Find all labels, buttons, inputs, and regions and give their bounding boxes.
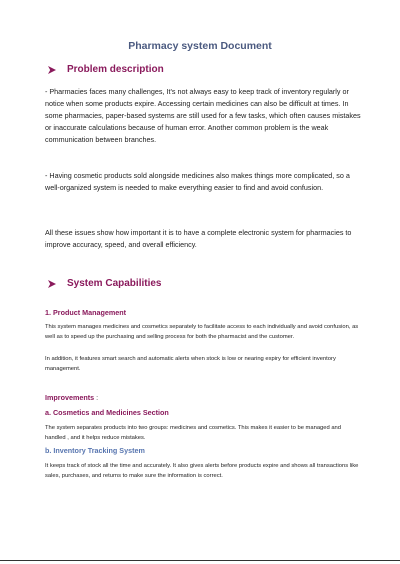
problem-description-heading <box>47 64 164 75</box>
inventory-tracking-text: It keeps track of stock all the time and accurately. It also gives alerts before products expire and shows all transactions like sales, purchases, and returns to make sure the information is correct. <box>45 463 359 479</box>
page-bottom-divider <box>0 560 400 561</box>
cosmetics-medicines-section-text: The system separates products into two groups: medicines and cosmetics. This makes it easier to be managed and handled , and it helps reduce mistakes. <box>45 425 342 441</box>
problem-paragraph-1: - Pharmacies faces many challenges, It’s not always easy to keep track of inventory regularly or notice when some products expire. Accessing certain medicines can also be difficult at times. In some pharmacies, paper-based systems are still used for a few tasks, which often causes mistakes or inaccurate calculations because of human error. Another common problem is the weak communication between branches. <box>45 87 361 144</box>
problem-paragraph-2: - Having cosmetic products sold alongside medicines also makes things more complicated, so a well-organized system is needed to make everything easier to find and avoid confusion. <box>45 171 350 192</box>
system-capabilities-heading <box>47 278 161 289</box>
arrow-bullet-icon <box>47 65 59 75</box>
problem-description-label: Problem description <box>67 64 164 75</box>
inventory-tracking-heading: b. Inventory Tracking System <box>45 446 145 455</box>
product-management-text-2: In addition, it features smart search and automatic alerts when stock is low or nearing expiry for efficient inventory management. <box>45 356 336 372</box>
product-management-text-1: This system manages medicines and cosmetics separately to facilitate access to each individually and avoid confusion, as well as to speed up the purchasing and selling process for both the pharmacist and the customer. <box>45 324 359 340</box>
cosmetics-medicines-section-heading: a. Cosmetics and Medicines Section <box>45 408 169 417</box>
improvements-label: Improvements <box>45 393 95 402</box>
arrow-bullet-icon <box>47 279 59 289</box>
product-management-heading: 1. Product Management <box>45 308 127 317</box>
document-title: Pharmacy system Document <box>128 40 272 52</box>
system-capabilities-label: System Capabilities <box>67 278 162 289</box>
improvements-heading <box>45 393 98 402</box>
improvements-colon: : <box>94 393 99 402</box>
problem-conclusion: All these issues show how important it is to have a complete electronic system for pharmacies to improve accuracy, speed, and overall efficiency. <box>45 228 352 249</box>
